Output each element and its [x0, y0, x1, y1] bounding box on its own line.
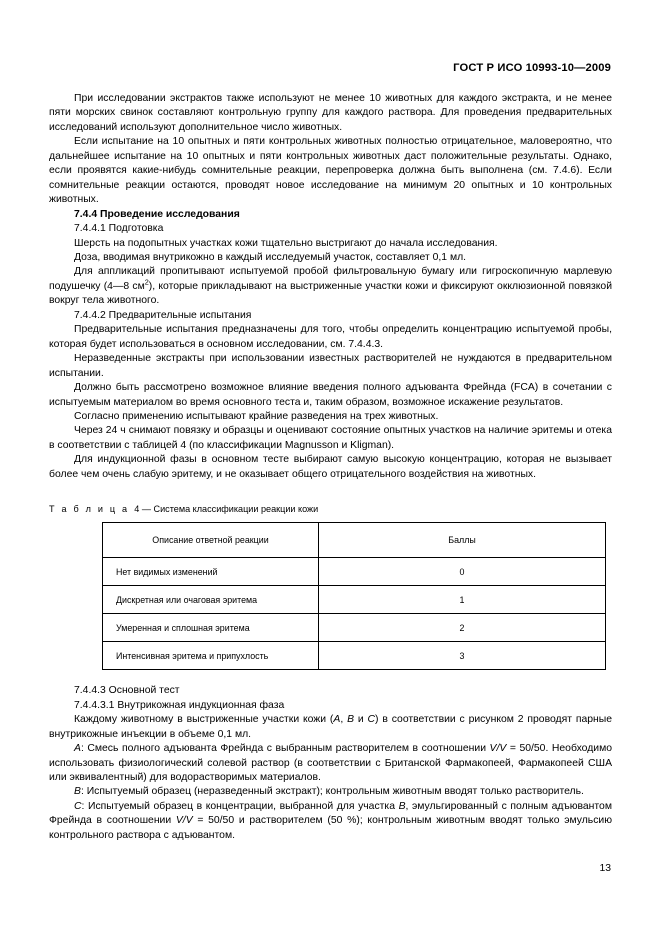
cell-description: Нет видимых изменений — [103, 558, 319, 586]
table-caption-title: Система классификации реакции кожи — [153, 504, 319, 515]
paragraph: Для индукционной фазы в основном тесте выбирают самую высокую концентрацию, которая не вызывает более чем очень слабую эритему, и не оказывает общего отрицательного воздействия на животных. — [49, 454, 612, 480]
paragraph: Если испытание на 10 опытных и пяти контрольных животных полностью отрицательное, маловероятно, что дальнейшее испытание на 10 опытных и пяти контрольных животных даст положительные результаты. Однако, если проявятся какие-нибудь сомнительные реакции, перепроверка должна быть выполнена (см. 7.4.6). Если сомнительные реакции остаются, проводят новое исследование на минимум 20 опытных и 10 контрольных животных. — [49, 136, 612, 206]
skin-reaction-scoring-table — [102, 522, 606, 670]
cell-description: Дискретная или очаговая эритема — [103, 586, 319, 614]
table-row — [103, 586, 606, 614]
table-caption-label: Т а б л и ц а — [49, 504, 130, 515]
table-row — [103, 614, 606, 642]
section-heading-7-4-4-1: 7.4.4.1 Подготовка — [74, 223, 164, 235]
paragraph: Для аппликаций пропитывают испытуемой пробой фильтровальную бумагу или гигроскопичную марлевую подушечку (4—8 $см^2$), которые прикладывают на выстриженные участки кожи и фиксируют окклюзионной повязкой вокруг тела животного. — [49, 266, 613, 307]
spacer — [49, 670, 612, 684]
table-body — [103, 558, 606, 670]
paragraph-site-c: C: Испытуемый образец в концентрации, выбранной для участка B, эмульгированный с полным адъювантом Фрейнда в соотношении V/V = 50/50 и растворителем (50 %); контрольным животным вводят только эмульсию контрольного раствора с адъювантом. — [49, 800, 612, 841]
section-heading-7-4-4-3: 7.4.4.3 Основной тест — [74, 685, 180, 697]
table-caption — [49, 502, 612, 516]
cell-score: 2 — [319, 614, 606, 642]
section-heading-7-4-4-3-1: 7.4.4.3.1 Внутрикожная индукционная фаза — [74, 699, 285, 711]
paragraph: При исследовании экстрактов также используют не менее 10 животных для каждого экстракта, и не менее пяти морских свинок составляют контрольную группу для каждого раствора. Для проведения предварительных исследований используют дополнительное число животных. — [49, 93, 612, 133]
paragraph: Каждому животному в выстриженные участки кожи (A, B и C) в соответствии с рисунком 2 проводят парные внутрикожные инъекции в объеме 0,1 мл. — [49, 714, 612, 740]
column-header-description: Описание ответной реакции — [103, 523, 319, 558]
section-heading-7-4-4-2: 7.4.4.2 Предварительные испытания — [74, 309, 252, 321]
paragraph-site-b: B: Испытуемый образец (неразведенный экстракт); контрольным животным вводят только растворитель. — [74, 786, 584, 798]
column-header-score: Баллы — [319, 523, 606, 558]
paragraph: Доза, вводимая внутрикожно в каждый исследуемый участок, составляет 0,1 мл. — [74, 251, 467, 263]
paragraph: Предварительные испытания предназначены для того, чтобы определить концентрацию испытуемой пробы, которая будет использоваться в основном исследовании, см. 7.4.4.3. — [49, 324, 612, 350]
paragraph: Через 24 ч снимают повязку и образцы и оценивают состояние опытных участков на наличие эритемы и отека в соответствии с таблицей 4 (по классификации Magnusson и Kligman). — [49, 425, 612, 451]
table-caption-dash: — — [141, 504, 151, 515]
table-row — [103, 558, 606, 586]
spacer — [49, 482, 612, 502]
table-row — [103, 642, 606, 670]
table-header-row — [103, 523, 606, 558]
paragraph-site-a: A: Смесь полного адъюванта Фрейнда с выбранным растворителем в соотношении V/V = 50/50. Необходимо использовать физиологический солевой раствор (в соответствии с Британской Фармакопеей, Фармакопеей США или эквивалентный) для водорастворимых материалов. — [49, 743, 612, 783]
page-content — [49, 92, 612, 843]
paragraph: Должно быть рассмотрено возможное влияние введения полного адъюванта Фрейнда (FCA) в сочетании с испытуемым материалом во время основного теста и, таким образом, возможное искажение результатов. — [49, 382, 612, 408]
section-heading-7-4-4: 7.4.4 Проведение исследования — [74, 208, 240, 220]
paragraph: Неразведенные экстракты при использовании известных растворителей не нуждаются в предварительном испытании. — [49, 353, 612, 379]
table-caption-number: 4 — [134, 504, 140, 515]
cell-description: Интенсивная эритема и припухлость — [103, 642, 319, 670]
cell-description: Умеренная и сплошная эритема — [103, 614, 319, 642]
cell-score: 3 — [319, 642, 606, 670]
cell-score: 1 — [319, 586, 606, 614]
standard-header: ГОСТ Р ИСО 10993-10—2009 — [453, 62, 611, 74]
cell-score: 0 — [319, 558, 606, 586]
paragraph: Шерсть на подопытных участках кожи тщательно выстригают до начала исследования. — [74, 237, 498, 249]
paragraph: Согласно применению испытывают крайние разведения на трех животных. — [74, 410, 439, 422]
page-number: 13 — [599, 863, 611, 874]
